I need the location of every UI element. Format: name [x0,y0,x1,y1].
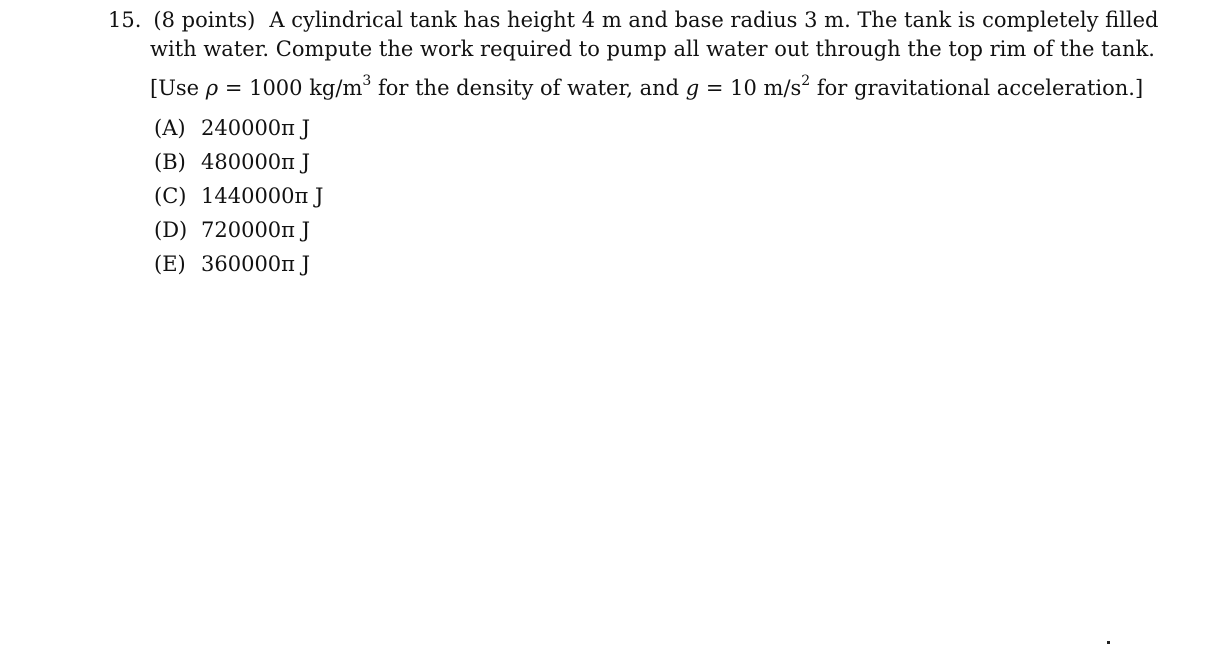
hint-g-value: = 10 m/s [699,76,802,100]
choice-value: 360000π J [201,252,311,276]
choice-e [154,247,323,281]
choice-b [154,145,323,179]
hint-rho-symbol: ρ [205,76,219,100]
choice-label: (E) [154,252,186,276]
hint-g-symbol: g [685,76,700,100]
choice-value: 1440000π J [201,184,324,208]
problem-number: 15. [108,8,142,32]
hint-rho-exponent: 3 [362,73,372,89]
problem-hint [108,73,1144,103]
hint-middle: for the density of water, and [371,76,686,100]
hint-close: for gravitational acceleration.] [810,76,1144,100]
hint-rho-value: = 1000 kg/m [218,76,363,100]
problem-points: (8 points) [153,8,256,32]
choice-label: (D) [154,218,188,242]
choice-a [154,111,323,145]
choice-label: (A) [154,116,186,140]
choice-value: 720000π J [201,218,311,242]
choice-d [154,213,323,247]
choice-c [154,179,323,213]
page-mark [1107,641,1110,644]
problem-line-2 [108,35,1155,64]
choice-value: 480000π J [201,150,311,174]
hint-g-exponent: 2 [801,73,811,89]
choice-label: (C) [154,184,187,208]
choice-label: (B) [154,150,186,174]
choice-value: 240000π J [201,116,311,140]
problem-text-2: with water. Compute the work required to pump all water out through the top rim of the tank. [150,37,1155,61]
answer-choices [154,111,323,281]
hint-open: [Use [150,76,206,100]
problem-line-1 [108,6,1159,35]
problem-text-1: A cylindrical tank has height 4 m and base radius 3 m. The tank is completely filled [269,8,1159,32]
problem-statement [108,6,1159,103]
